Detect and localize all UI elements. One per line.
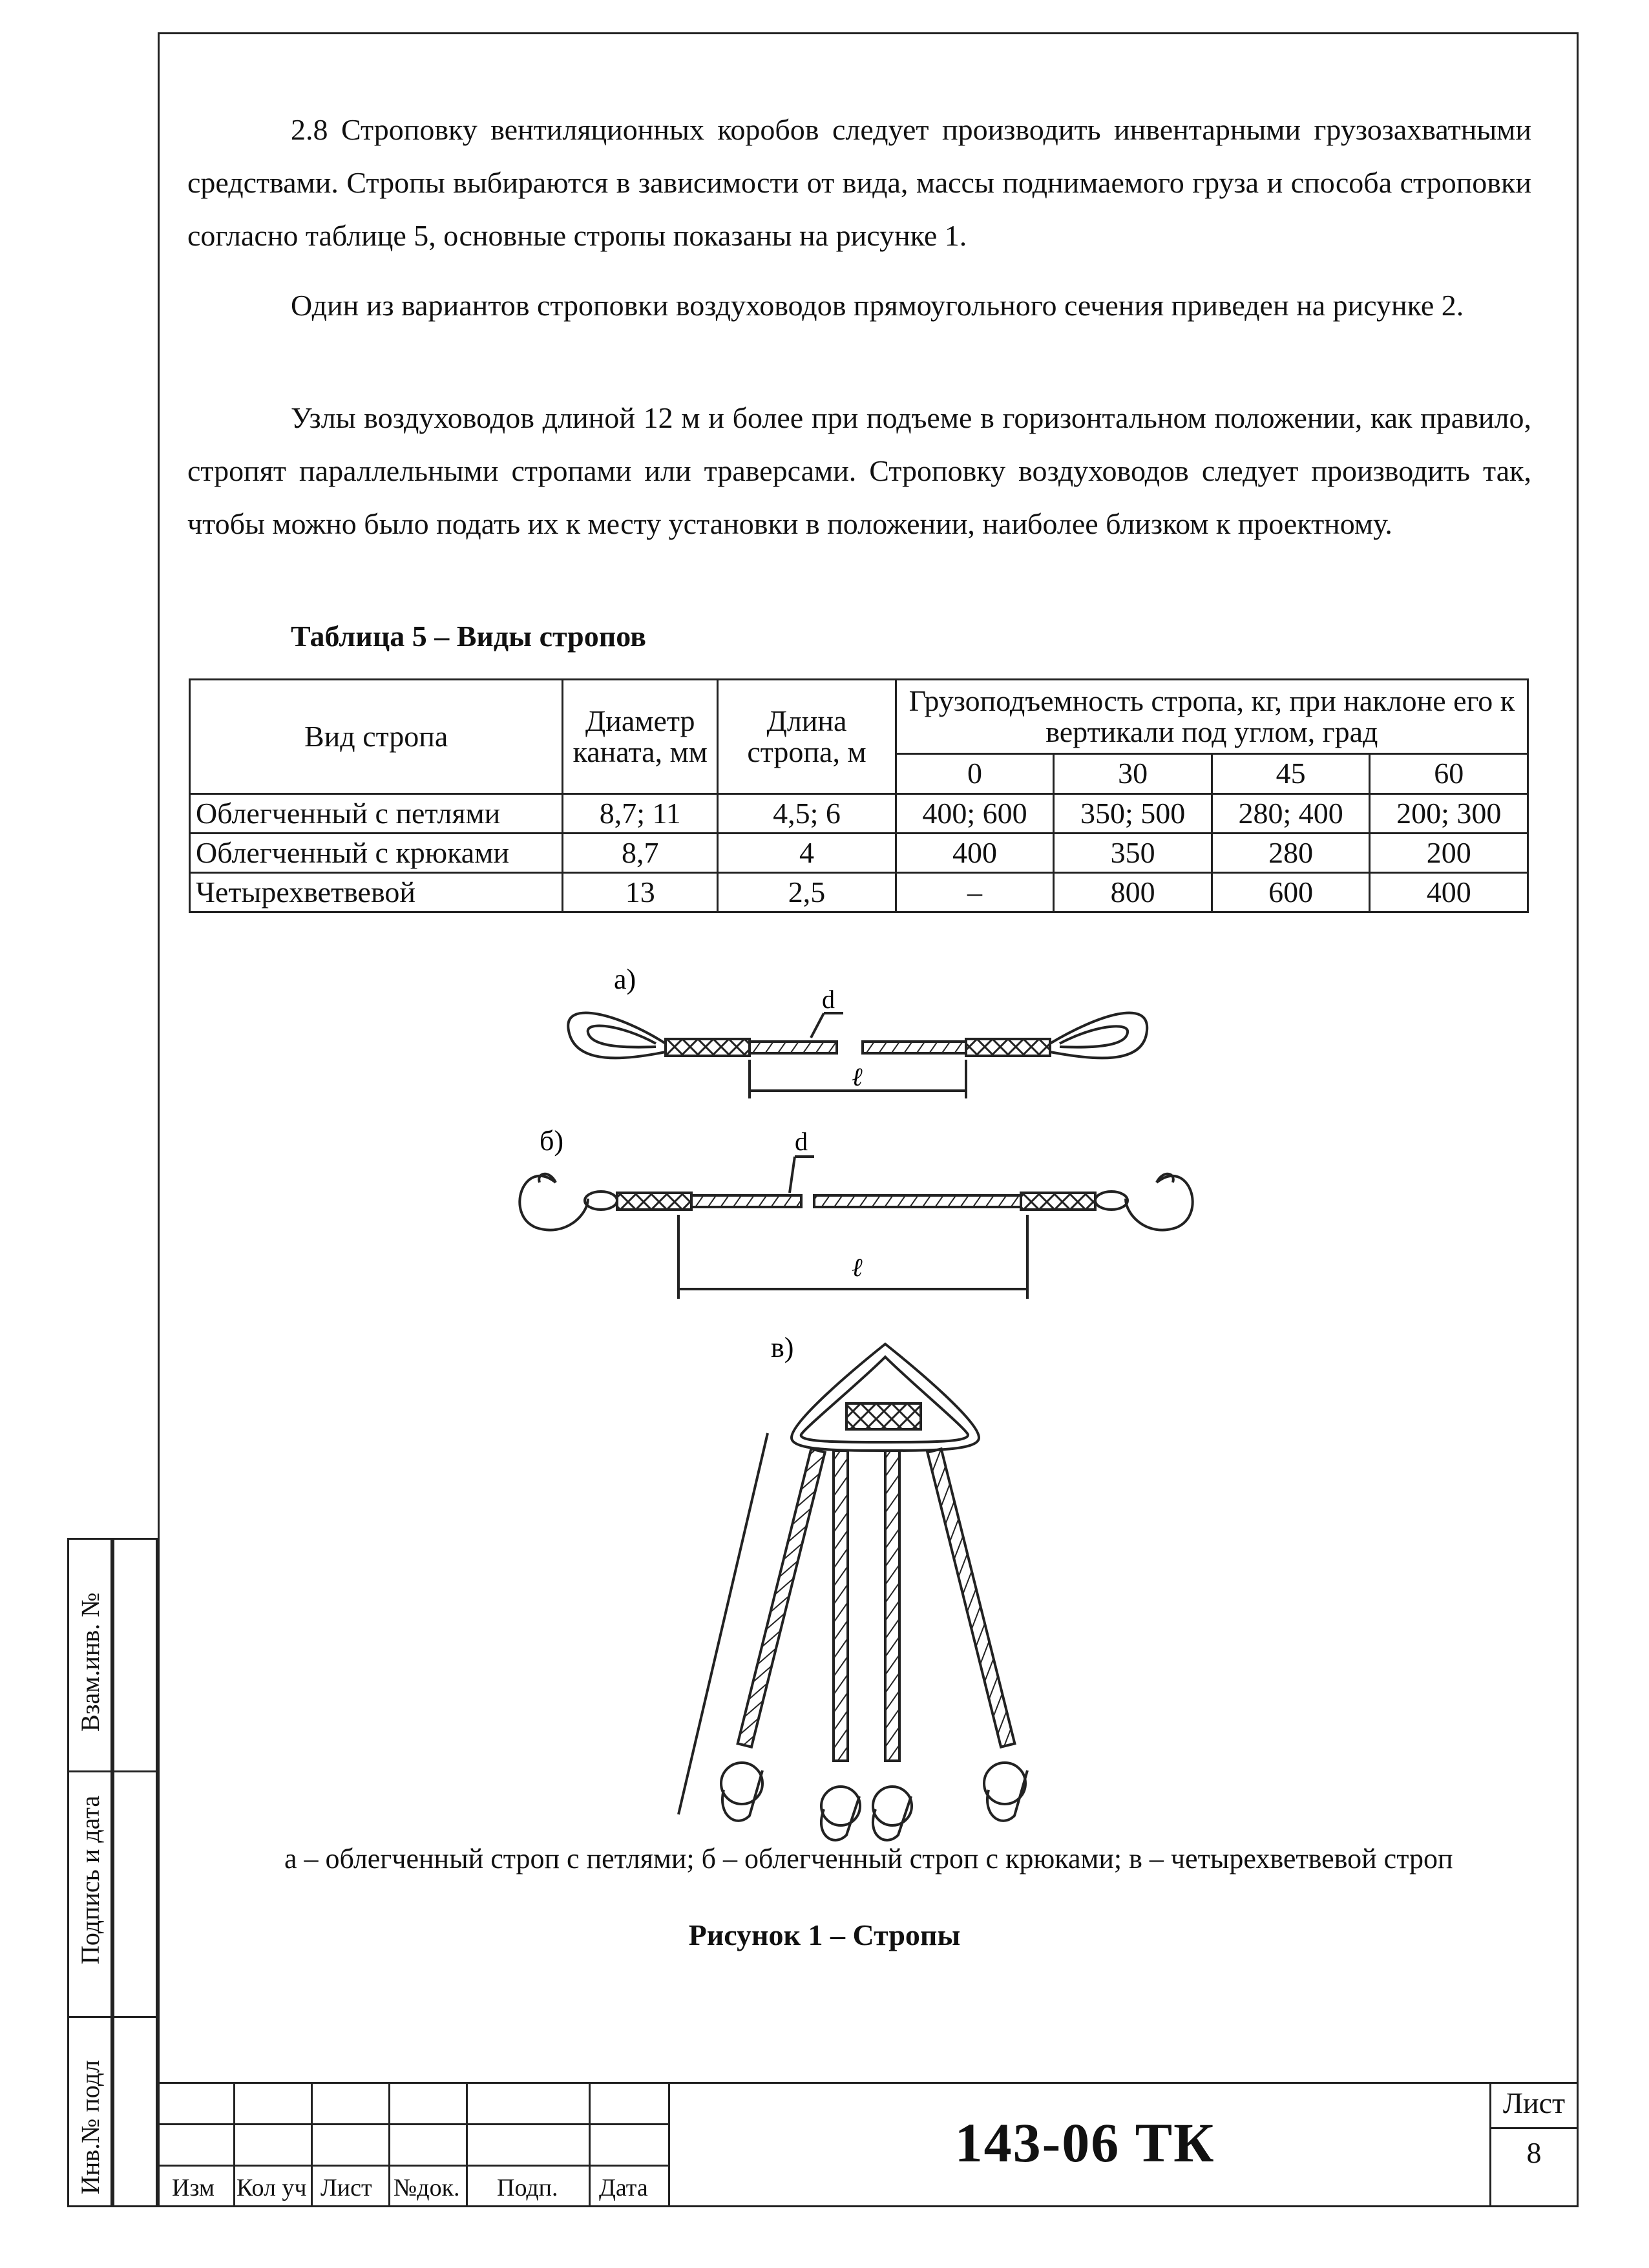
cell-type: Облегченный с петлями xyxy=(190,794,563,834)
paragraph-variant: Один из вариантов строповки воздуховодов прямоугольного сечения приведен на рисунке 2. xyxy=(291,289,1464,322)
paragraph-nodes: Узлы воздуховодов длиной 12 м и более при подъеме в горизонтальном положении, как правило, стропят параллельными стропами или траверсами. Строповку воздуховодов следует производить так, чтобы можно было подать их к месту установки в положении, наиболее близком к проектному. xyxy=(187,401,1531,540)
label-d-b: d xyxy=(795,1127,808,1156)
four-leg-sling xyxy=(678,1344,1027,1840)
cell-capacity-45: 280; 400 xyxy=(1212,794,1370,834)
label-l-a: ℓ xyxy=(852,1062,863,1091)
label-d-a: d xyxy=(822,985,835,1014)
label-b: б) xyxy=(540,1125,564,1157)
cell-diameter: 8,7; 11 xyxy=(563,794,718,834)
cell-capacity-45: 280 xyxy=(1212,834,1370,873)
figure-title: Рисунок 1 – Стропы xyxy=(688,1918,961,1951)
stamp-kol: Кол уч xyxy=(236,2174,307,2201)
label-a: а) xyxy=(614,963,636,995)
side-stamp xyxy=(67,1538,158,2207)
side-label-podpis: Подпись и дата xyxy=(76,1795,105,1964)
side-label-vzam: Взам.инв. № xyxy=(76,1592,105,1732)
cell-capacity-0: 400 xyxy=(896,834,1054,873)
cell-capacity-0: – xyxy=(896,873,1054,912)
cell-type: Облегченный с крюками xyxy=(190,834,563,873)
cell-capacity-60: 200; 300 xyxy=(1370,794,1528,834)
cell-capacity-0: 400; 600 xyxy=(896,794,1054,834)
cell-length: 4,5; 6 xyxy=(718,794,896,834)
stamp-podp: Подп. xyxy=(497,2174,558,2201)
figure-caption: а – облегченный строп с петлями; б – облегченный строп с крюками; в – четырехветвевой строп xyxy=(284,1843,1453,1874)
header-angle: 60 xyxy=(1370,753,1528,793)
stamp-izm: Изм xyxy=(172,2174,215,2201)
side-label-inv: Инв.№ подл xyxy=(76,2060,105,2194)
stamp-ndok: №док. xyxy=(394,2174,460,2201)
header-diameter: Диаметр каната, мм xyxy=(563,680,718,794)
header-angle: 30 xyxy=(1054,753,1212,793)
label-l-b: ℓ xyxy=(852,1253,863,1282)
side-column-inner xyxy=(112,1538,158,2207)
cell-diameter: 13 xyxy=(563,873,718,912)
cell-capacity-60: 400 xyxy=(1370,873,1528,912)
cell-capacity-30: 350; 500 xyxy=(1054,794,1212,834)
header-angle: 0 xyxy=(896,753,1054,793)
table-caption: Таблица 5 – Виды стропов xyxy=(291,620,646,653)
paragraph-2-8: 2.8 Строповку вентиляционных коробов следует производить инвентарными грузозахватными средствами. Стропы выбираются в зависимости от вида, массы поднимаемого груза и способа строповки согласно таблице 5, основные стропы показаны на рисунке 1. xyxy=(187,113,1531,252)
cell-capacity-30: 800 xyxy=(1054,873,1212,912)
cell-type: Четырехветвевой xyxy=(190,873,563,912)
header-length: Длина стропа, м xyxy=(718,680,896,794)
cell-length: 4 xyxy=(718,834,896,873)
cell-capacity-30: 350 xyxy=(1054,834,1212,873)
cell-diameter: 8,7 xyxy=(563,834,718,873)
stamp-list: Лист xyxy=(320,2174,372,2201)
document-code: 143-06 ТК xyxy=(954,2112,1215,2174)
header-angle: 45 xyxy=(1212,753,1370,793)
label-v: в) xyxy=(771,1332,794,1363)
sheet-number: 8 xyxy=(1526,2136,1542,2169)
sheet-label: Лист xyxy=(1502,2086,1566,2119)
stamp-data: Дата xyxy=(599,2174,648,2201)
header-capacity: Грузоподъемность стропа, кг, при наклоне его к вертикали под углом, град xyxy=(896,680,1528,754)
cell-capacity-60: 200 xyxy=(1370,834,1528,873)
cell-capacity-45: 600 xyxy=(1212,873,1370,912)
cell-length: 2,5 xyxy=(718,873,896,912)
header-type: Вид стропа xyxy=(190,680,563,794)
